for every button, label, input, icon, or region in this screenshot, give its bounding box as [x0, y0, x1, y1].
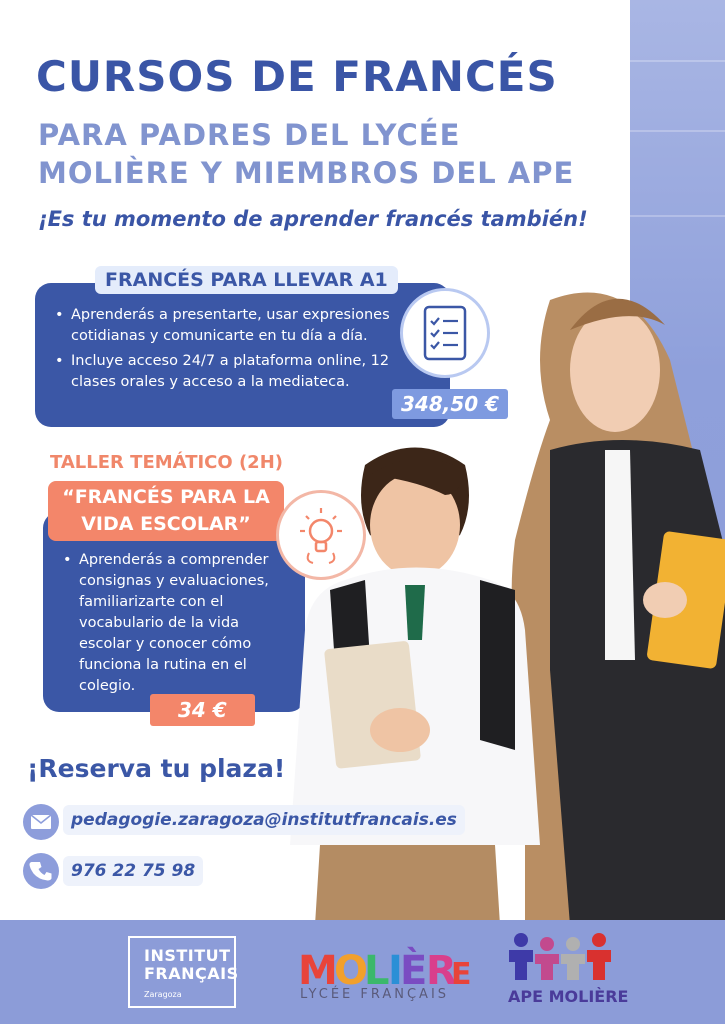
- logo-city: Zaragoza: [144, 990, 182, 999]
- svg-text:È: È: [400, 948, 428, 994]
- email-link[interactable]: pedagogie.zaragoza@institutfrancais.es: [63, 805, 465, 835]
- course-a1-label: FRANCÉS PARA LLEVAR A1: [95, 266, 398, 294]
- workshop-title-line-2: VIDA ESCOLAR”: [81, 513, 251, 535]
- moliere-subtitle: LYCÉE FRANÇAIS: [300, 987, 450, 1002]
- svg-text:L: L: [364, 948, 390, 994]
- ape-moliere-name: APE MOLIÈRE: [508, 987, 629, 1006]
- logo-text-line-1: INSTITUT: [144, 946, 231, 965]
- svg-text:O: O: [334, 948, 369, 994]
- list-item: • Aprenderás a comprender consignas y evaluaciones, familiarizarte con el vocabulario de la vida escolar y conocer cómo funciona la rutina en el colegio.: [61, 550, 291, 697]
- logo-text-line-2: FRANÇAIS: [144, 964, 239, 983]
- ape-moliere-logo: [505, 928, 615, 988]
- svg-text:R: R: [426, 948, 457, 994]
- subtitle-line-1: PARA PADRES DEL LYCÉE: [38, 118, 461, 152]
- workshop-title-line-1: “FRANCÉS PARA LA: [62, 486, 270, 508]
- tagline: ¡Es tu momento de aprender francés también!: [38, 207, 588, 231]
- svg-text:E: E: [451, 957, 472, 992]
- course-a1-price: 348,50 €: [392, 389, 508, 419]
- workshop-price: 34 €: [150, 694, 255, 726]
- list-item: • Incluye acceso 24/7 a plataforma online, 12 clases orales y acceso a la mediateca.: [53, 351, 398, 393]
- svg-text:I: I: [388, 948, 403, 994]
- page-title: CURSOS DE FRANCÉS: [36, 52, 558, 101]
- moliere-wordmark-m: M: [298, 948, 338, 994]
- reserve-cta: ¡Reserva tu plaza!: [27, 754, 286, 783]
- subtitle-line-2: MOLIÈRE Y MIEMBROS DEL APE: [38, 156, 575, 190]
- page-subtitle: [38, 116, 574, 192]
- institut-francais-logo: [128, 936, 239, 1008]
- envelope-icon: [23, 804, 59, 840]
- phone-icon: [23, 853, 59, 889]
- phone-link[interactable]: 976 22 75 98: [63, 856, 203, 886]
- workshop-title: [48, 481, 284, 541]
- workshop-kicker: TALLER TEMÁTICO (2H): [50, 452, 283, 473]
- workshop-bullets: [61, 550, 291, 701]
- list-item: • Aprenderás a presentarte, usar expresiones cotidianas y comunicarte en tu día a día.: [53, 305, 398, 347]
